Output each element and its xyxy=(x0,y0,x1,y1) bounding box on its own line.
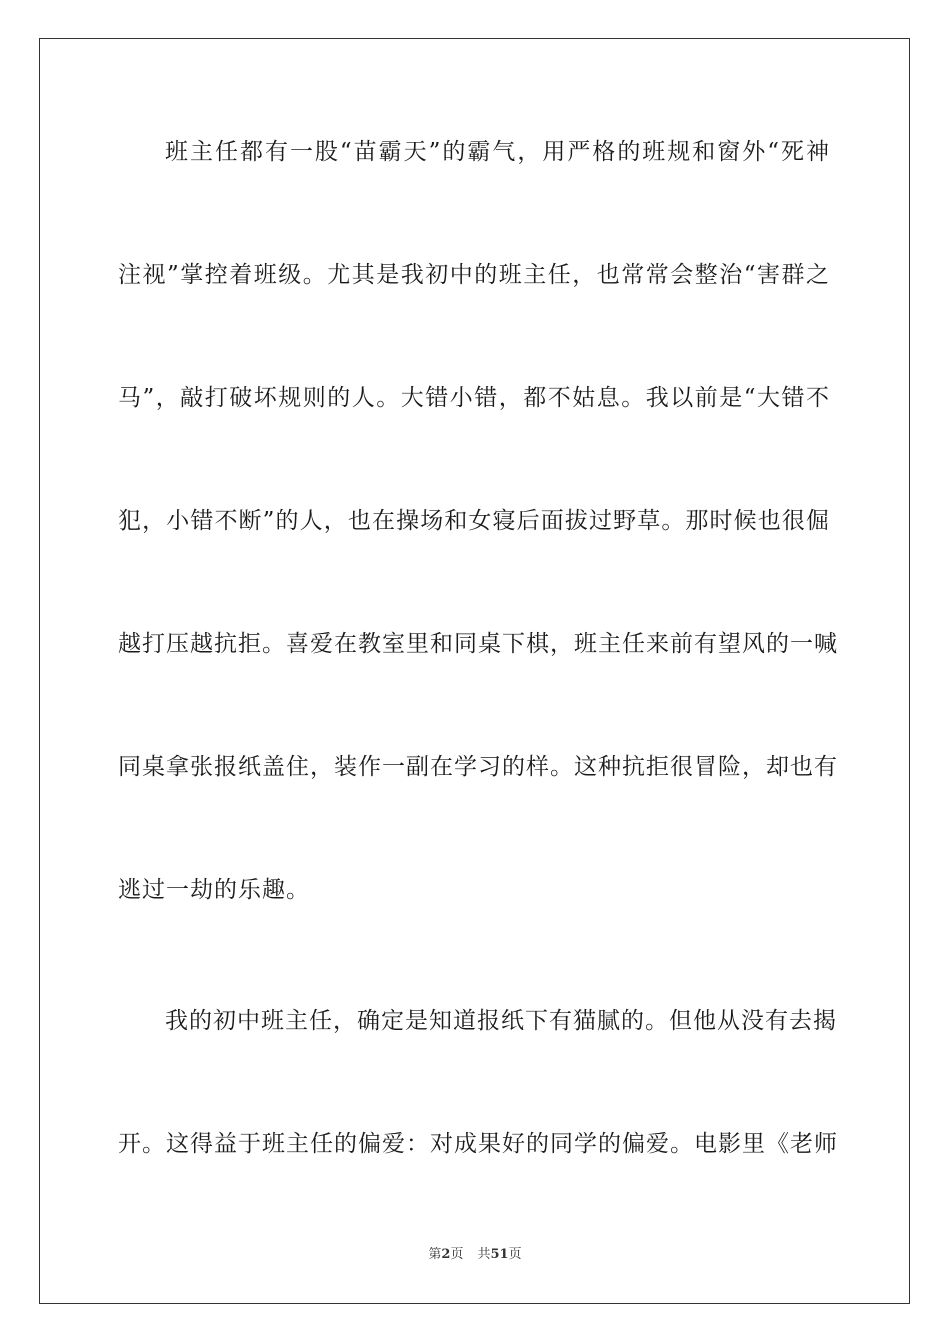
paragraph-2-line-2: 开。这得益于班主任的偏爱：对成果好的同学的偏爱。电影里《老师 xyxy=(118,1131,838,1157)
paragraph-1-line-2: 注视”掌控着班级。尤其是我初中的班主任，也常常会整治“害群之 xyxy=(118,262,830,288)
paragraph-2-line-1: 我的初中班主任，确定是知道报纸下有猫腻的。但他从没有去揭 xyxy=(165,1008,837,1034)
paragraph-1-line-6: 同桌拿张报纸盖住，装作一副在学习的样。这种抗拒很冒险，却也有 xyxy=(118,754,838,780)
total-pages: 51 xyxy=(490,1247,509,1262)
paragraph-1-line-3: 马”，敲打破坏规则的人。大错小错，都不姑息。我以前是“大错不 xyxy=(118,385,830,411)
paragraph-1-line-7: 逃过一劫的乐趣。 xyxy=(118,877,310,903)
page-border xyxy=(39,38,910,1304)
paragraph-1-line-1: 班主任都有一股“苗霸天”的霸气，用严格的班规和窗外“死神 xyxy=(165,139,830,165)
page-footer xyxy=(0,1246,950,1264)
paragraph-1-line-5: 越打压越抗拒。喜爱在教室里和同桌下棋，班主任来前有望风的一喊 xyxy=(118,631,838,657)
total-prefix: 共 xyxy=(477,1247,491,1262)
page-unit: 页 xyxy=(450,1247,464,1262)
total-unit: 页 xyxy=(508,1247,522,1262)
page-prefix: 第 xyxy=(428,1247,442,1262)
page-number: 2 xyxy=(441,1247,451,1262)
paragraph-1-line-4: 犯，小错不断”的人，也在操场和女寝后面拔过野草。那时候也很倔 xyxy=(118,508,830,534)
